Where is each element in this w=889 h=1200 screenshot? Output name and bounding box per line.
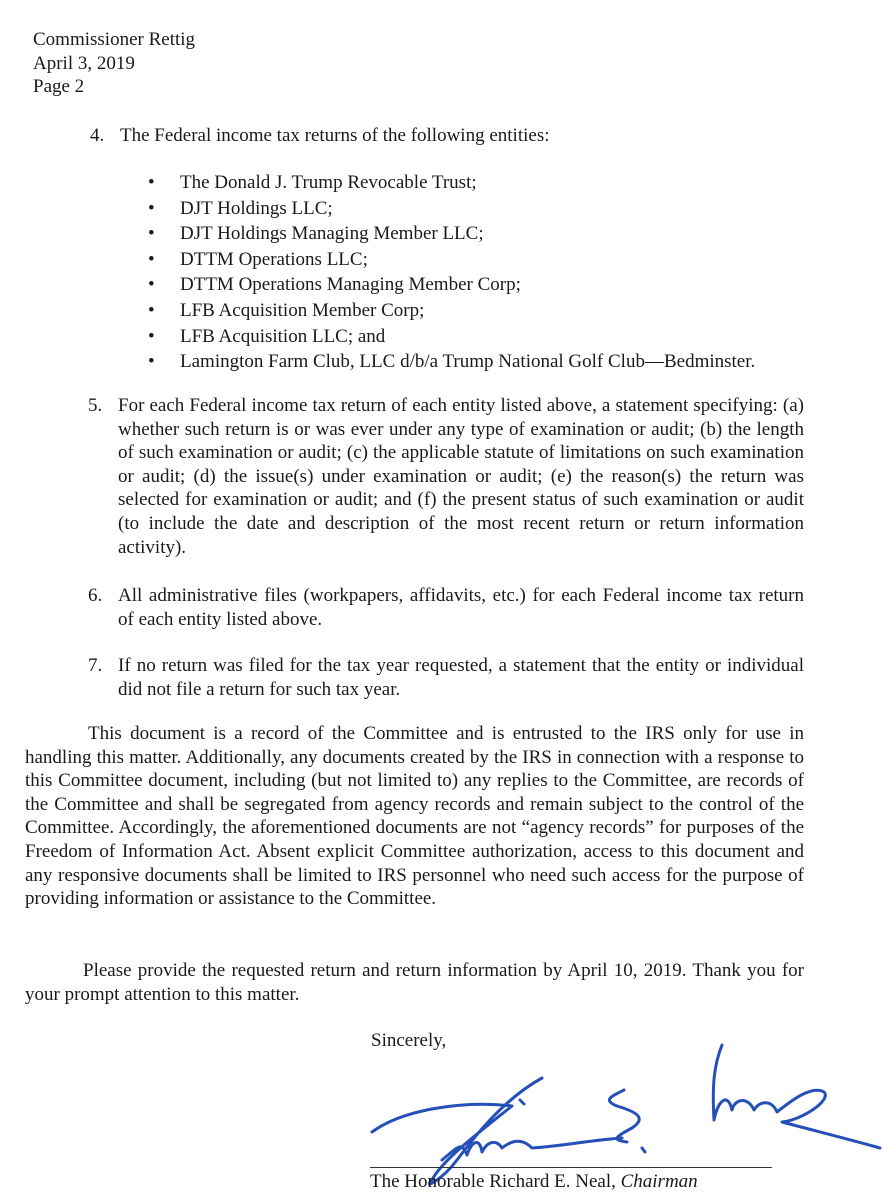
list-item: • DTTM Operations Managing Member Corp; xyxy=(148,272,755,298)
list-item: • LFB Acquisition Member Corp; xyxy=(148,298,755,324)
confidentiality-paragraph: This document is a record of the Committee and is entrusted to the IRS only for use in handling this matter. Additionally, any documents created by the IRS in connection with a response to this Committee document, including (but not limited to) any replies to the Committee, are records of the Committee and shall be segregated from agency records and remain subject to the control of the Committee. Accordingly, the aforementioned documents are not “agency records” for purposes of the Freedom of Information Act. Absent explicit Committee authorization, access to this document and any responsive documents shall be limited to IRS personnel who need such access for the purpose of providing information or assistance to the Committee. xyxy=(25,723,804,910)
list-item: • DJT Holdings LLC; xyxy=(148,196,755,222)
entity-list xyxy=(148,170,755,375)
list-item: • DTTM Operations LLC; xyxy=(148,247,755,273)
item-6 xyxy=(88,584,804,631)
letter-date: April 3, 2019 xyxy=(33,52,135,74)
item-number: 6. xyxy=(88,585,103,606)
item-text: The Federal income tax returns of the following entities: xyxy=(120,125,550,146)
closing: Sincerely, xyxy=(371,1030,447,1051)
item-7 xyxy=(88,654,804,701)
signatory-name: The Honorable Richard E. Neal, xyxy=(370,1171,621,1192)
item-5 xyxy=(88,394,804,559)
item-text: For each Federal income tax return of each entity listed above, a statement specifying: (a) whether such return is or was ever under any type of examination or audit; (b) the length of such examination or audit; (c) the applicable statute of limitations on such examination or audit; (d) the issue(s) under examination or audit; (e) the reason(s) the return was selected for examination or audit; and (f) the present status of such examination or audit (to include the date and description of the most recent return or return information activity). xyxy=(118,395,804,558)
item-number: 4. xyxy=(90,125,105,146)
recipient: Commissioner Rettig xyxy=(33,29,196,50)
item-text: If no return was filed for the tax year requested, a statement that the entity or individual did not file a return for such tax year. xyxy=(118,655,804,700)
list-item: • The Donald J. Trump Revocable Trust; xyxy=(148,170,755,196)
signatory-title: Chairman xyxy=(620,1171,698,1192)
list-item: • Lamington Farm Club, LLC d/b/a Trump National Golf Club—Bedminster. xyxy=(148,349,755,375)
signatory xyxy=(370,1170,698,1194)
item-text: All administrative files (workpapers, affidavits, etc.) for each Federal income tax return of each entity listed above. xyxy=(118,585,804,630)
list-item: • DJT Holdings Managing Member LLC; xyxy=(148,221,755,247)
signature-line xyxy=(370,1167,772,1168)
item-number: 5. xyxy=(88,395,103,416)
item-number: 7. xyxy=(88,655,103,676)
page-number: Page 2 xyxy=(33,76,85,98)
letter-header xyxy=(33,28,195,99)
request-paragraph: Please provide the requested return and return information by April 10, 2019. Thank you for your prompt attention to this matter. xyxy=(25,960,804,1005)
list-item: • LFB Acquisition LLC; and xyxy=(148,324,755,350)
